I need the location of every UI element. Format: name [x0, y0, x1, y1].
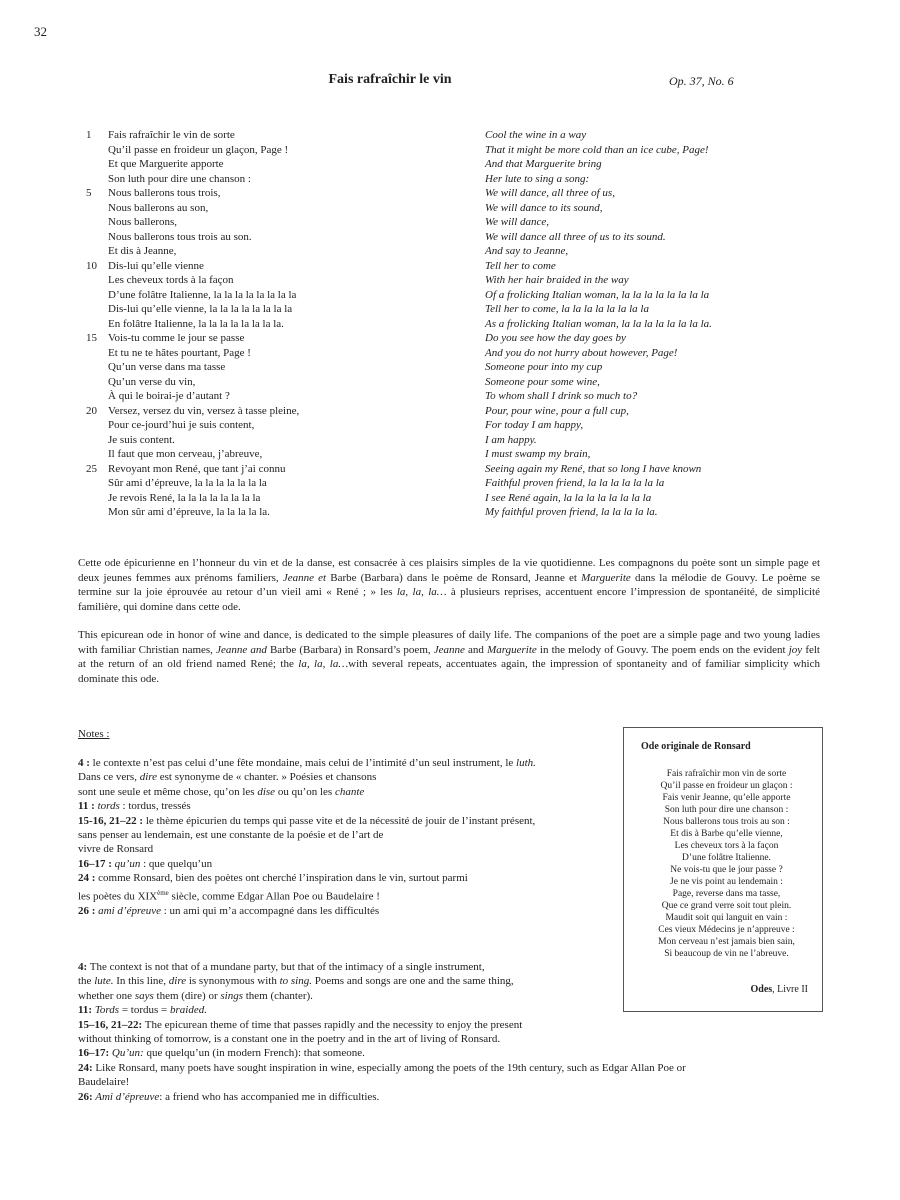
poem-line	[86, 360, 466, 375]
line-text: Nous ballerons,	[108, 216, 178, 228]
note-line: Baudelaire!	[78, 1076, 130, 1089]
text: dise	[257, 785, 276, 798]
note-number: 4 :	[78, 757, 90, 769]
poem-line: We will dance all three of us to its sound.	[485, 230, 666, 243]
text: and	[464, 643, 488, 656]
commentary-french	[78, 556, 820, 614]
line-text: Revoyant mon René, que tant j’ai connu	[108, 462, 286, 475]
note-number: 4:	[78, 961, 88, 973]
line-text: Vois-tu comme le jour se passe	[108, 332, 245, 344]
line-number	[86, 418, 108, 433]
poem-line: And say to Jeanne,	[485, 245, 569, 257]
line-text: Sûr ami d’épreuve, la la la la la la la	[108, 477, 267, 489]
note-number: 11:	[78, 1004, 93, 1017]
poem-line: That it might be more cold than an ice cube, Page!	[485, 143, 709, 156]
poem-line	[86, 201, 466, 216]
line-text: Je revois René, la la la la la la la la	[108, 491, 261, 504]
text: dire	[139, 771, 158, 784]
note-26	[78, 904, 608, 918]
poem-line	[86, 346, 466, 361]
note-line	[78, 785, 608, 799]
line-number: 5	[86, 187, 92, 199]
box-title: Ode originale de Ronsard	[641, 741, 751, 752]
note-number: 16–17:	[78, 1047, 110, 1060]
line-number	[86, 433, 108, 448]
note-11	[78, 799, 608, 813]
note-16	[78, 1046, 618, 1060]
poem-line	[86, 302, 466, 317]
note-26	[78, 1090, 618, 1104]
text: felt at the return of an old friend named René; the	[78, 643, 820, 670]
box-poem-line: Maudit soit qui languit en vain :	[665, 913, 788, 923]
poem-line	[86, 462, 466, 477]
text: in the melody of Gouvy. The poem ends on the evident	[536, 643, 789, 656]
poem-line: Do you see how the day goes by	[485, 332, 626, 344]
line-number	[86, 230, 108, 245]
text: ou qu’on les	[275, 785, 335, 798]
poem-line	[86, 476, 466, 491]
line-text: Fais rafraîchir le vin de sorte	[108, 129, 235, 141]
poem-line: Her lute to sing a song:	[485, 172, 590, 185]
poem-line	[86, 143, 466, 158]
poem-line	[86, 418, 466, 433]
text: le thème épicurien du temps qui passe vite et de la nécessité de jouir de l’instant présent,	[143, 814, 536, 827]
line-number	[86, 491, 108, 506]
poem-line	[86, 404, 466, 419]
note-number: 11 :	[78, 800, 95, 813]
line-text: Nous ballerons tous trois au son.	[108, 230, 252, 243]
note-line: vivre de Ronsard	[78, 843, 154, 856]
line-number	[86, 375, 108, 390]
page-number: 32	[34, 24, 47, 39]
text: : que quelqu’un	[140, 857, 213, 870]
box-poem-line: Page, reverse dans ma tasse,	[672, 889, 781, 899]
poem-line: Of a frolicking Italian woman, la la la la la la la la	[485, 288, 710, 301]
note-number: 16–17 :	[78, 857, 112, 870]
line-number	[86, 157, 108, 172]
text: Cette ode épicurienne en l’honneur du vin et de la danse, est consacrée à ces plaisirs simples de la vie quotidienne. Les compagnons du poète sont un simple page et deux jeunes femmes aux prénoms familiers,	[78, 557, 820, 584]
poem-line: For today I am happy,	[485, 419, 584, 431]
text: Qu’un:	[109, 1047, 144, 1060]
poem-line	[86, 505, 466, 520]
line-number	[86, 215, 108, 230]
poem-french	[86, 128, 466, 520]
text: tords	[97, 800, 120, 813]
poem-line	[86, 491, 466, 506]
text: ami d’épreuve	[98, 904, 161, 917]
poem-line: With her hair braided in the way	[485, 274, 629, 286]
poem-line	[86, 273, 466, 288]
text: dans la mélodie de Gouvy. Le poème se termine sur la joie éprouvée au retour d’un vieil ami « René ; » les	[78, 571, 820, 598]
line-number: 20	[86, 404, 97, 417]
text: is synonymous with	[186, 975, 280, 988]
line-text: En folâtre Italienne, la la la la la la la la.	[108, 317, 284, 330]
note-line: sans penser au lendemain, est une constante de la poésie et de l’art de	[78, 829, 384, 842]
text: braided.	[170, 1004, 207, 1017]
text: Ami d’épreuve	[92, 1090, 160, 1103]
poem-line	[86, 375, 466, 390]
note-4	[78, 756, 608, 770]
text: : tordus, tressés	[119, 800, 191, 813]
line-number	[86, 505, 108, 520]
note-number: 15-16, 21–22 :	[78, 814, 144, 827]
text: Dans ce vers,	[78, 771, 140, 784]
line-text: Dis-lui qu’elle vienne, la la la la la la la la	[108, 303, 293, 315]
text: qu’un	[114, 857, 141, 870]
poem-line	[86, 172, 466, 187]
text: joy	[788, 643, 803, 656]
line-text: Je suis content.	[108, 433, 175, 446]
box-poem-line: Fais rafraîchir mon vin de sorte	[666, 769, 787, 779]
text: sings	[220, 989, 243, 1002]
text: Tords	[92, 1004, 120, 1017]
line-number	[86, 201, 108, 216]
box-poem	[639, 768, 814, 960]
line-text: Qu’un verse dans ma tasse	[108, 361, 226, 373]
poem-line	[86, 244, 466, 259]
text: Jeanne and	[216, 643, 267, 656]
line-number	[86, 389, 108, 404]
commentary-english	[78, 628, 820, 686]
line-number	[86, 360, 108, 375]
line-number	[86, 172, 108, 187]
box-poem-line: Mon cerveau n’est jamais bien sain,	[658, 937, 795, 947]
poem-line	[86, 433, 466, 448]
note-15	[78, 1018, 618, 1032]
text: : un ami qui m’a accompagné dans les difficultés	[161, 904, 380, 917]
notes-french	[78, 756, 608, 918]
box-poem-line: Les cheveux tors à la façon	[674, 841, 779, 851]
poem-line: Seeing again my René, that so long I have known	[485, 462, 702, 475]
line-text: Et dis à Jeanne,	[108, 245, 177, 257]
text: with several repeats, accentuates again, the impression of spontaneity and of familiar simplicity which dominate this ode.	[78, 658, 820, 685]
line-text: Les cheveux tords à la façon	[108, 274, 234, 286]
note-line: without thinking of tomorrow, is a constant one in the poetry and in the art of living of Ronsard.	[78, 1033, 501, 1046]
line-number: 10	[86, 259, 97, 272]
line-text: Versez, versez du vin, versez à tasse pleine,	[108, 404, 300, 417]
poem-line	[86, 447, 466, 462]
note-24	[78, 871, 608, 885]
text: Odes	[750, 984, 773, 995]
note-number: 24:	[78, 1061, 93, 1074]
poem-line: Faithful proven friend, la la la la la la la	[485, 477, 665, 489]
note-number: 15–16, 21–22:	[78, 1018, 143, 1031]
text: luth.	[516, 757, 536, 769]
poem-line	[86, 331, 466, 346]
text: que quelqu’un (in modern French): that someone.	[143, 1047, 365, 1060]
line-number	[86, 447, 108, 462]
line-number	[86, 302, 108, 317]
poem-line	[86, 157, 466, 172]
poem-line	[86, 230, 466, 245]
notes-heading: Notes :	[78, 728, 110, 740]
box-poem-line: Si beaucoup de vin ne l’abreuve.	[664, 949, 789, 959]
poem-line	[86, 259, 466, 274]
text: Poems and songs are one and the same thing,	[312, 975, 514, 988]
poem-line: Cool the wine in a way	[485, 129, 587, 141]
box-poem-line: Je ne vis point au lendemain :	[670, 877, 783, 887]
box-poem-line: Nous ballerons tous trois au son :	[663, 817, 790, 827]
superscript: ème	[157, 888, 169, 897]
line-text: D’une folâtre Italienne, la la la la la la la la	[108, 288, 297, 301]
line-number	[86, 273, 108, 288]
line-text: Dis-lui qu’elle vienne	[108, 259, 204, 272]
line-number	[86, 143, 108, 158]
line-text: À qui le boirai-je d’autant ?	[108, 390, 230, 402]
poem-line: To whom shall I drink so much to?	[485, 390, 638, 402]
text: chante	[334, 785, 365, 798]
text: comme Ronsard, bien des poètes ont cherché l’inspiration dans le vin, surtout parmi	[95, 872, 468, 885]
text: whether one	[78, 989, 135, 1002]
text: Marguerite	[487, 643, 537, 656]
poem-line: Tell her to come	[485, 259, 556, 272]
line-text: Mon sûr ami d’épreuve, la la la la la.	[108, 506, 270, 518]
text: The context is not that of a mundane party, but that of the intimacy of a single instrument,	[87, 961, 485, 973]
text: Marguerite	[581, 571, 631, 584]
poem-line: Someone pour into my cup	[485, 361, 603, 373]
text: Barbe (Barbara) dans le poème de Ronsard, Jeanne et	[326, 571, 582, 584]
text: à plusieurs reprises, accentuent encore l’impression de spontanéité, de simplicité familière, qui domine dans cette ode.	[78, 586, 820, 613]
line-text: Et tu ne te hâtes pourtant, Page !	[108, 346, 251, 359]
song-title: Fais rafraîchir le vin	[328, 72, 452, 87]
poem-line: I must swamp my brain,	[485, 448, 591, 460]
opus-number: Op. 37, No. 6	[669, 74, 734, 88]
text: les poètes du XIX	[78, 890, 158, 903]
note-4	[78, 960, 618, 974]
poem-line	[86, 317, 466, 332]
line-number	[86, 346, 108, 361]
line-number	[86, 288, 108, 303]
line-text: Qu’il passe en froideur un glaçon, Page !	[108, 143, 289, 156]
poem-line: My faithful proven friend, la la la la la.	[485, 506, 658, 518]
text: says	[134, 989, 154, 1002]
poem-line	[86, 128, 466, 143]
text: lute.	[94, 975, 114, 988]
poem-line: We will dance to its sound,	[485, 201, 603, 214]
text: Like Ronsard, many poets have sought inspiration in wine, especially among the poets of the 19th century, such as Edgar Allan Poe or	[92, 1061, 686, 1074]
poem-line: I am happy.	[485, 433, 537, 446]
line-text: Pour ce-jourd’hui je suis content,	[108, 419, 255, 431]
line-text: Qu’un verse du vin,	[108, 375, 196, 388]
box-poem-line: Que ce grand verre soit tout plein.	[661, 901, 792, 911]
box-poem-line: Son luth pour dire une chanson :	[664, 805, 789, 815]
poem-line	[86, 186, 466, 201]
poem-line: Tell her to come, la la la la la la la la	[485, 303, 649, 315]
poem-line: And you do not hurry about however, Page!	[485, 346, 678, 359]
note-16	[78, 857, 608, 871]
text: la, la, la…	[298, 658, 349, 670]
text: Barbe (Barbara) in Ronsard’s poem,	[266, 643, 434, 656]
poem-line	[86, 288, 466, 303]
line-number	[86, 244, 108, 259]
box-poem-line: Ne vois-tu que le jour passe ?	[670, 865, 783, 875]
poem-line: Someone pour some wine,	[485, 375, 600, 388]
box-poem-line: Ces vieux Médecins je n’appreuve :	[658, 925, 795, 935]
text: them (dire) or	[153, 989, 221, 1002]
note-line	[78, 989, 618, 1003]
text: Jeanne	[433, 643, 465, 656]
text: la, la, la…	[396, 586, 447, 598]
text: The epicurean theme of time that passes rapidly and the necessity to enjoy the present	[142, 1018, 523, 1031]
line-number: 1	[86, 129, 92, 141]
line-text: Il faut que mon cerveau, j’abreuve,	[108, 448, 263, 460]
original-ode-box	[623, 727, 823, 1012]
box-poem-line: Et dis à Barbe qu’elle vienne,	[670, 829, 783, 839]
line-number: 15	[86, 332, 97, 344]
line-number	[86, 476, 108, 491]
poem-line: Pour, pour wine, pour a full cup,	[485, 404, 629, 417]
note-number: 26 :	[78, 904, 96, 917]
text: them (chanter).	[242, 989, 313, 1002]
note-line	[78, 770, 608, 784]
note-number: 26:	[78, 1090, 93, 1103]
poem-line: We will dance, all three of us,	[485, 187, 615, 199]
text: the	[78, 975, 95, 988]
poem-line: I see René again, la la la la la la la la	[485, 491, 652, 504]
line-text: Et que Marguerite apporte	[108, 158, 224, 170]
line-text: Nous ballerons tous trois,	[108, 187, 221, 199]
poem-line	[86, 389, 466, 404]
note-line	[78, 974, 618, 988]
text: le contexte n’est pas celui d’une fête mondaine, mais celui de l’intimité d’un seul instrument, le	[89, 757, 517, 769]
text: to sing.	[279, 975, 312, 988]
poem-line: We will dance,	[485, 216, 550, 228]
line-number: 25	[86, 462, 97, 475]
text: sont une seule et même chose, qu’on les	[78, 785, 258, 798]
text: , Livre II	[772, 984, 808, 995]
poem-english	[485, 128, 815, 520]
line-text: Nous ballerons au son,	[108, 201, 209, 214]
text: Jeanne et	[282, 571, 327, 584]
poem-line	[86, 215, 466, 230]
box-poem-line: Fais venir Jeanne, qu’elle apporte	[662, 793, 791, 803]
box-source	[751, 984, 809, 995]
note-line	[78, 886, 608, 904]
box-poem-line: D’une folâtre Italienne.	[682, 853, 771, 863]
note-15	[78, 814, 608, 828]
poem-line: And that Marguerite bring	[485, 158, 602, 170]
line-text: Son luth pour dire une chanson :	[108, 172, 251, 185]
text: siècle, comme Edgar Allan Poe ou Baudelaire !	[168, 890, 380, 903]
notes-english	[78, 960, 686, 1104]
text: est synonyme de « chanter. » Poésies et chansons	[157, 771, 377, 784]
box-poem-line: Qu’il passe en froideur un glaçon :	[660, 781, 793, 791]
poem-line: As a frolicking Italian woman, la la la la la la la la.	[485, 317, 712, 330]
text: = tordus =	[119, 1004, 170, 1017]
note-number: 24 :	[78, 872, 96, 885]
text: In this line,	[113, 975, 169, 988]
text: : a friend who has accompanied me in difficulties.	[159, 1090, 380, 1103]
note-11	[78, 1003, 618, 1017]
text: dire	[168, 975, 187, 988]
text: This epicurean ode in honor of wine and dance, is dedicated to the simple pleasures of daily life. The companions of the poet are a simple page and two young ladies with familiar Christian names,	[78, 629, 820, 656]
note-24	[78, 1061, 686, 1075]
line-number	[86, 317, 108, 332]
